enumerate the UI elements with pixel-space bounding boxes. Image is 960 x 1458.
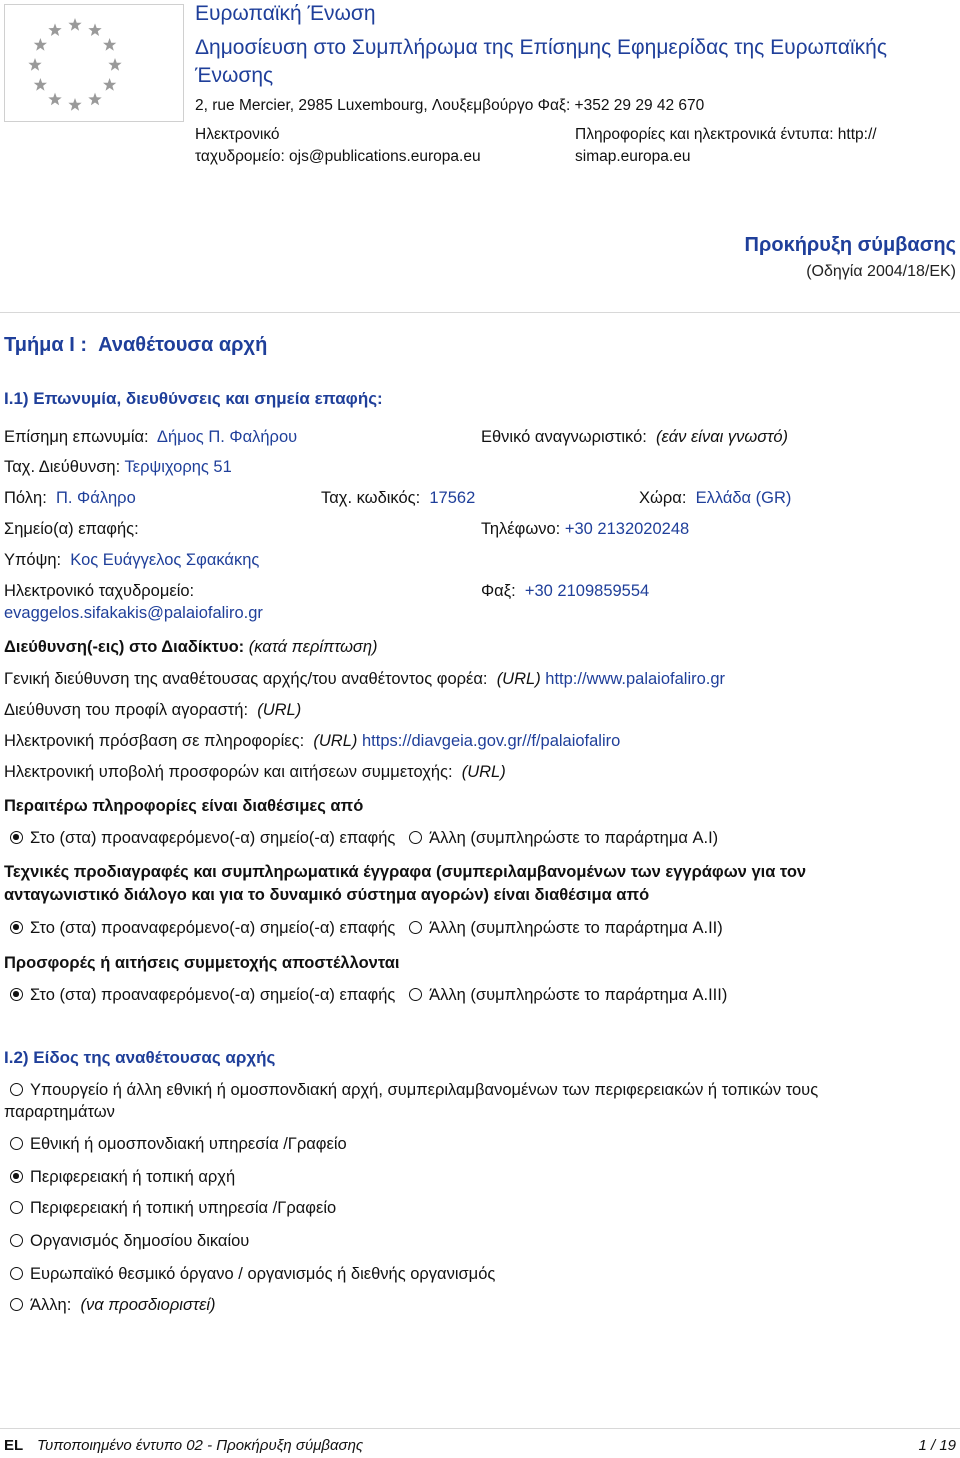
further-info-options: Στο (στα) προαναφερόμενο(-α) σημείο(-α) επαφής Άλλη (συμπληρώστε το παράρτημα A.I) [10, 829, 718, 848]
specs-options: Στο (στα) προαναφερόμενο(-α) σημείο(-α) επαφής Άλλη (συμπληρώστε το παράρτημα A.II) [10, 919, 723, 938]
footer-page: 1 / 19 [918, 1437, 956, 1454]
ojs-email-label: Ηλεκτρονικό [195, 126, 280, 143]
star-icon [48, 23, 61, 36]
simap-info-2: simap.europa.eu [575, 148, 691, 165]
city: Π. Φάληρο [55, 489, 136, 507]
star-icon [103, 78, 116, 91]
star-icon [28, 58, 41, 71]
specs-title-1: Τεχνικές προδιαγραφές και συμπληρωματικά έγγραφα (συμπεριλαμβανομένων των εγγράφων για τον [4, 863, 807, 881]
radio-eu-institution[interactable] [10, 1267, 23, 1280]
star-icon [34, 78, 47, 91]
org-name: Ευρωπαϊκή Ένωση [195, 2, 376, 25]
further-info-title: Περαιτέρω πληροφορίες είναι διαθέσιμες από [4, 797, 364, 815]
section-1-1-title: I.1) Επωνυμία, διευθύνσεις και σημεία επαφής: [4, 389, 383, 408]
official-name-row: Επίσημη επωνυμία: Δήμος Π. Φαλήρου [4, 428, 298, 446]
star-icon [48, 93, 61, 106]
official-name: Δήμος Π. Φαλήρου [156, 428, 298, 446]
address-row: Ταχ. Διεύθυνση: Τερψιχορης 51 [4, 458, 232, 476]
type-option-2: Περιφερειακή ή τοπική αρχή [10, 1168, 235, 1187]
type-option-6: Άλλη: (να προσδιοριστεί) [10, 1296, 215, 1315]
notice-title: Προκήρυξη σύμβασης [744, 234, 956, 256]
notice-subtitle: (Οδηγία 2004/18/ΕΚ) [806, 263, 956, 280]
tenders-options: Στο (στα) προαναφερόμενο(-α) σημείο(-α) επαφής Άλλη (συμπληρώστε το παράρτημα A.III) [10, 986, 727, 1005]
country-row: Χώρα: Ελλάδα (GR) [639, 489, 792, 507]
type-option-1: Εθνική ή ομοσπονδιακή υπηρεσία /Γραφείο [10, 1135, 347, 1154]
publication-line-1: Δημοσίευση στο Συμπλήρωμα της Επίσημης Εφημερίδας της Ευρωπαϊκής [195, 36, 887, 59]
ojs-email: ταχυδρομείο: ojs@publications.europa.eu [195, 148, 481, 165]
star-icon [68, 98, 81, 111]
email-link[interactable]: evaggelos.sifakakis@palaiofaliro.gr [4, 604, 263, 622]
type-option-5: Ευρωπαϊκό θεσμικό όργανο / οργανισμός ή διεθνής οργανισμός [10, 1265, 495, 1284]
fax: +30 2109859554 [524, 582, 650, 600]
phone: +30 2132020248 [564, 520, 690, 538]
electronic-access-link[interactable]: https://diavgeia.gov.gr//f/palaiofaliro [361, 732, 621, 750]
country: Ελλάδα (GR) [695, 489, 792, 507]
footer-divider [0, 1428, 960, 1429]
star-icon [103, 38, 116, 51]
radio-ministry[interactable] [10, 1083, 23, 1096]
radio-contact-point[interactable] [10, 831, 23, 844]
type-option-3: Περιφερειακή ή τοπική υπηρεσία /Γραφείο [10, 1199, 336, 1218]
star-icon [88, 23, 101, 36]
national-id-row: Εθνικό αναγνωριστικό: (εάν είναι γνωστό) [481, 428, 788, 446]
type-option-0-cont: παραρτημάτων [4, 1103, 115, 1121]
divider [0, 312, 960, 313]
contact-point-label: Σημείο(α) επαφής: [4, 520, 139, 538]
ojs-address: 2, rue Mercier, 2985 Luxembourg, Λουξεμβούργο Φαξ: +352 29 29 42 670 [195, 97, 705, 114]
star-icon [34, 38, 47, 51]
radio-contact-point-2[interactable] [10, 921, 23, 934]
fax-row: Φαξ: +30 2109859554 [481, 582, 650, 600]
radio-regional-authority[interactable] [10, 1170, 23, 1183]
star-icon [108, 58, 121, 71]
attention-name: Κος Ευάγγελος Σφακάκης [70, 551, 260, 569]
postal-address: Τερψιχορης 51 [124, 458, 232, 476]
type-option-4: Οργανισμός δημοσίου δικαίου [10, 1232, 249, 1251]
radio-other-a2[interactable] [409, 921, 422, 934]
attention-row: Υπόψη: Κος Ευάγγελος Σφακάκης [4, 551, 260, 569]
footer-form: Τυποποιημένο έντυπο 02 - Προκήρυξη σύμβασης [37, 1437, 364, 1454]
electronic-submission-row: Ηλεκτρονική υποβολή προσφορών και αιτήσεων συμμετοχής: (URL) [4, 763, 506, 781]
radio-other-a3[interactable] [409, 988, 422, 1001]
radio-other-a1[interactable] [409, 831, 422, 844]
internet-header: Διεύθυνση(-εις) στο Διαδίκτυο: (κατά περίπτωση) [4, 638, 378, 656]
type-option-0: Υπουργείο ή άλλη εθνική ή ομοσπονδιακή αρχή, συμπεριλαμβανομένων των περιφερειακών ή τοπικών τους [10, 1081, 818, 1100]
radio-national-agency[interactable] [10, 1137, 23, 1150]
general-address-row: Γενική διεύθυνση της αναθέτουσας αρχής/του αναθέτοντος φορέα: (URL) http://www.palaiofaliro.gr [4, 670, 726, 688]
star-icon [68, 18, 81, 31]
postal-code-row: Ταχ. κωδικός: 17562 [321, 489, 476, 507]
footer-lang: EL [4, 1437, 24, 1454]
radio-other-type[interactable] [10, 1298, 23, 1311]
general-address-link[interactable]: http://www.palaiofaliro.gr [545, 670, 726, 688]
eu-logo [4, 4, 184, 122]
radio-regional-agency[interactable] [10, 1201, 23, 1214]
email-label: Ηλεκτρονικό ταχυδρομείο: [4, 582, 195, 600]
section-1-2-title: I.2) Είδος της αναθέτουσας αρχής [4, 1048, 276, 1067]
star-icon [88, 93, 101, 106]
eu-stars-icon [5, 5, 183, 121]
publication-line-2: Ένωσης [195, 64, 274, 87]
radio-public-law-body[interactable] [10, 1234, 23, 1247]
radio-contact-point-3[interactable] [10, 988, 23, 1001]
simap-info-1: Πληροφορίες και ηλεκτρονικά έντυπα: http:// [575, 126, 877, 143]
electronic-access-row: Ηλεκτρονική πρόσβαση σε πληροφορίες: (URL) https://diavgeia.gov.gr//f/palaiofaliro [4, 732, 621, 750]
section-title: Τμήμα I : Αναθέτουσα αρχή [4, 334, 268, 356]
buyer-profile-row: Διεύθυνση του προφίλ αγοραστή: (URL) [4, 701, 302, 719]
city-row: Πόλη: Π. Φάληρο [4, 489, 136, 507]
specs-title-2: ανταγωνιστικό διάλογο και για το δυναμικό σύστημα αγορών) είναι διαθέσιμα από [4, 886, 650, 904]
phone-row: Τηλέφωνο: +30 2132020248 [481, 520, 690, 538]
tenders-title: Προσφορές ή αιτήσεις συμμετοχής αποστέλλονται [4, 954, 400, 972]
postal-code: 17562 [429, 489, 476, 507]
